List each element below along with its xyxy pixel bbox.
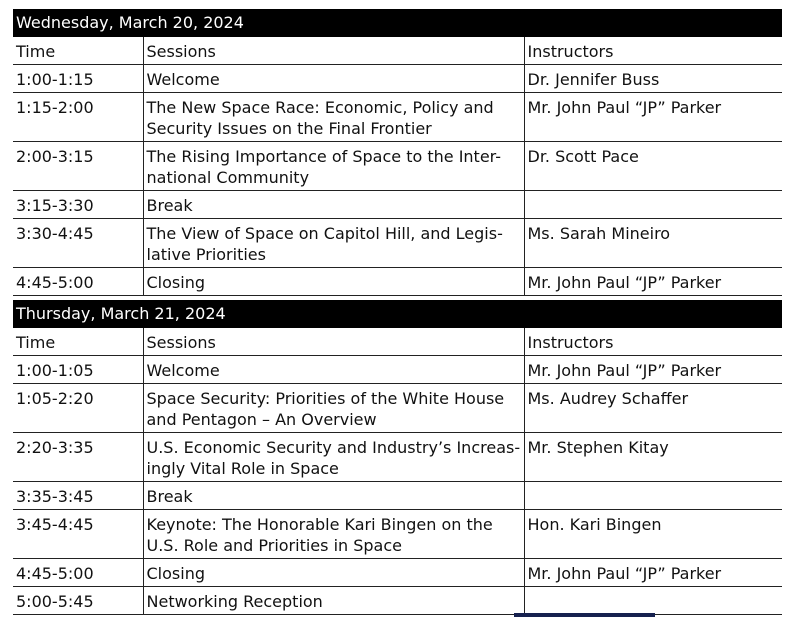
row-session: Networking Reception [143,587,524,615]
table-row [13,559,782,587]
row-instructor: Ms. Sarah Mineiro [524,219,782,268]
row-time: 3:30-4:45 [13,219,143,268]
column-header-row [13,328,782,356]
row-session: Welcome [143,65,524,93]
row-time: 4:45-5:00 [13,559,143,587]
row-session: U.S. Economic Security and Industry’s Increas-ingly Vital Role in Space [143,433,524,482]
row-time: 1:00-1:05 [13,356,143,384]
row-session: Break [143,482,524,510]
row-instructor: Mr. John Paul “JP” Parker [524,268,782,296]
row-instructor: Ms. Audrey Schaffer [524,384,782,433]
row-time: 2:20-3:35 [13,433,143,482]
row-time: 3:45-4:45 [13,510,143,559]
table-row [13,384,782,433]
table-row [13,587,782,615]
column-header-row [13,37,782,65]
row-time: 5:00-5:45 [13,587,143,615]
row-instructor: Hon. Kari Bingen [524,510,782,559]
day-header: Wednesday, March 20, 2024 [13,9,782,37]
row-session: Closing [143,559,524,587]
row-instructor: Dr. Jennifer Buss [524,65,782,93]
column-header-time: Time [13,328,143,356]
row-session: The Rising Importance of Space to the Inter-national Community [143,142,524,191]
table-row [13,433,782,482]
row-time: 4:45-5:00 [13,268,143,296]
row-instructor: Mr. John Paul “JP” Parker [524,356,782,384]
schedule-day-thursday [13,300,782,615]
row-instructor: Mr. John Paul “JP” Parker [524,93,782,142]
row-session: The View of Space on Capitol Hill, and Legis-lative Priorities [143,219,524,268]
table-row [13,65,782,93]
table-row [13,268,782,296]
row-instructor: Mr. John Paul “JP” Parker [524,559,782,587]
row-instructor: Mr. Stephen Kitay [524,433,782,482]
table-row [13,191,782,219]
column-header-sessions: Sessions [143,37,524,65]
row-time: 1:05-2:20 [13,384,143,433]
row-time: 3:35-3:45 [13,482,143,510]
schedule-table [13,328,782,615]
table-row [13,93,782,142]
row-time: 2:00-3:15 [13,142,143,191]
column-header-instructors: Instructors [524,37,782,65]
table-row [13,219,782,268]
row-instructor [524,587,782,615]
row-session: Break [143,191,524,219]
table-row [13,482,782,510]
row-time: 1:00-1:15 [13,65,143,93]
row-instructor: Dr. Scott Pace [524,142,782,191]
row-instructor [524,191,782,219]
schedule-table [13,37,782,296]
row-time: 3:15-3:30 [13,191,143,219]
row-session: Closing [143,268,524,296]
row-session: The New Space Race: Economic, Policy and Security Issues on the Final Frontier [143,93,524,142]
row-session: Keynote: The Honorable Kari Bingen on the U.S. Role and Priorities in Space [143,510,524,559]
day-header: Thursday, March 21, 2024 [13,300,782,328]
row-time: 1:15-2:00 [13,93,143,142]
row-instructor [524,482,782,510]
column-header-sessions: Sessions [143,328,524,356]
column-header-time: Time [13,37,143,65]
table-row [13,142,782,191]
column-header-instructors: Instructors [524,328,782,356]
schedule-day-wednesday [13,9,782,296]
row-session: Space Security: Priorities of the White House and Pentagon – An Overview [143,384,524,433]
row-session: Welcome [143,356,524,384]
table-row [13,510,782,559]
table-row [13,356,782,384]
footer-accent-bar [514,613,655,617]
